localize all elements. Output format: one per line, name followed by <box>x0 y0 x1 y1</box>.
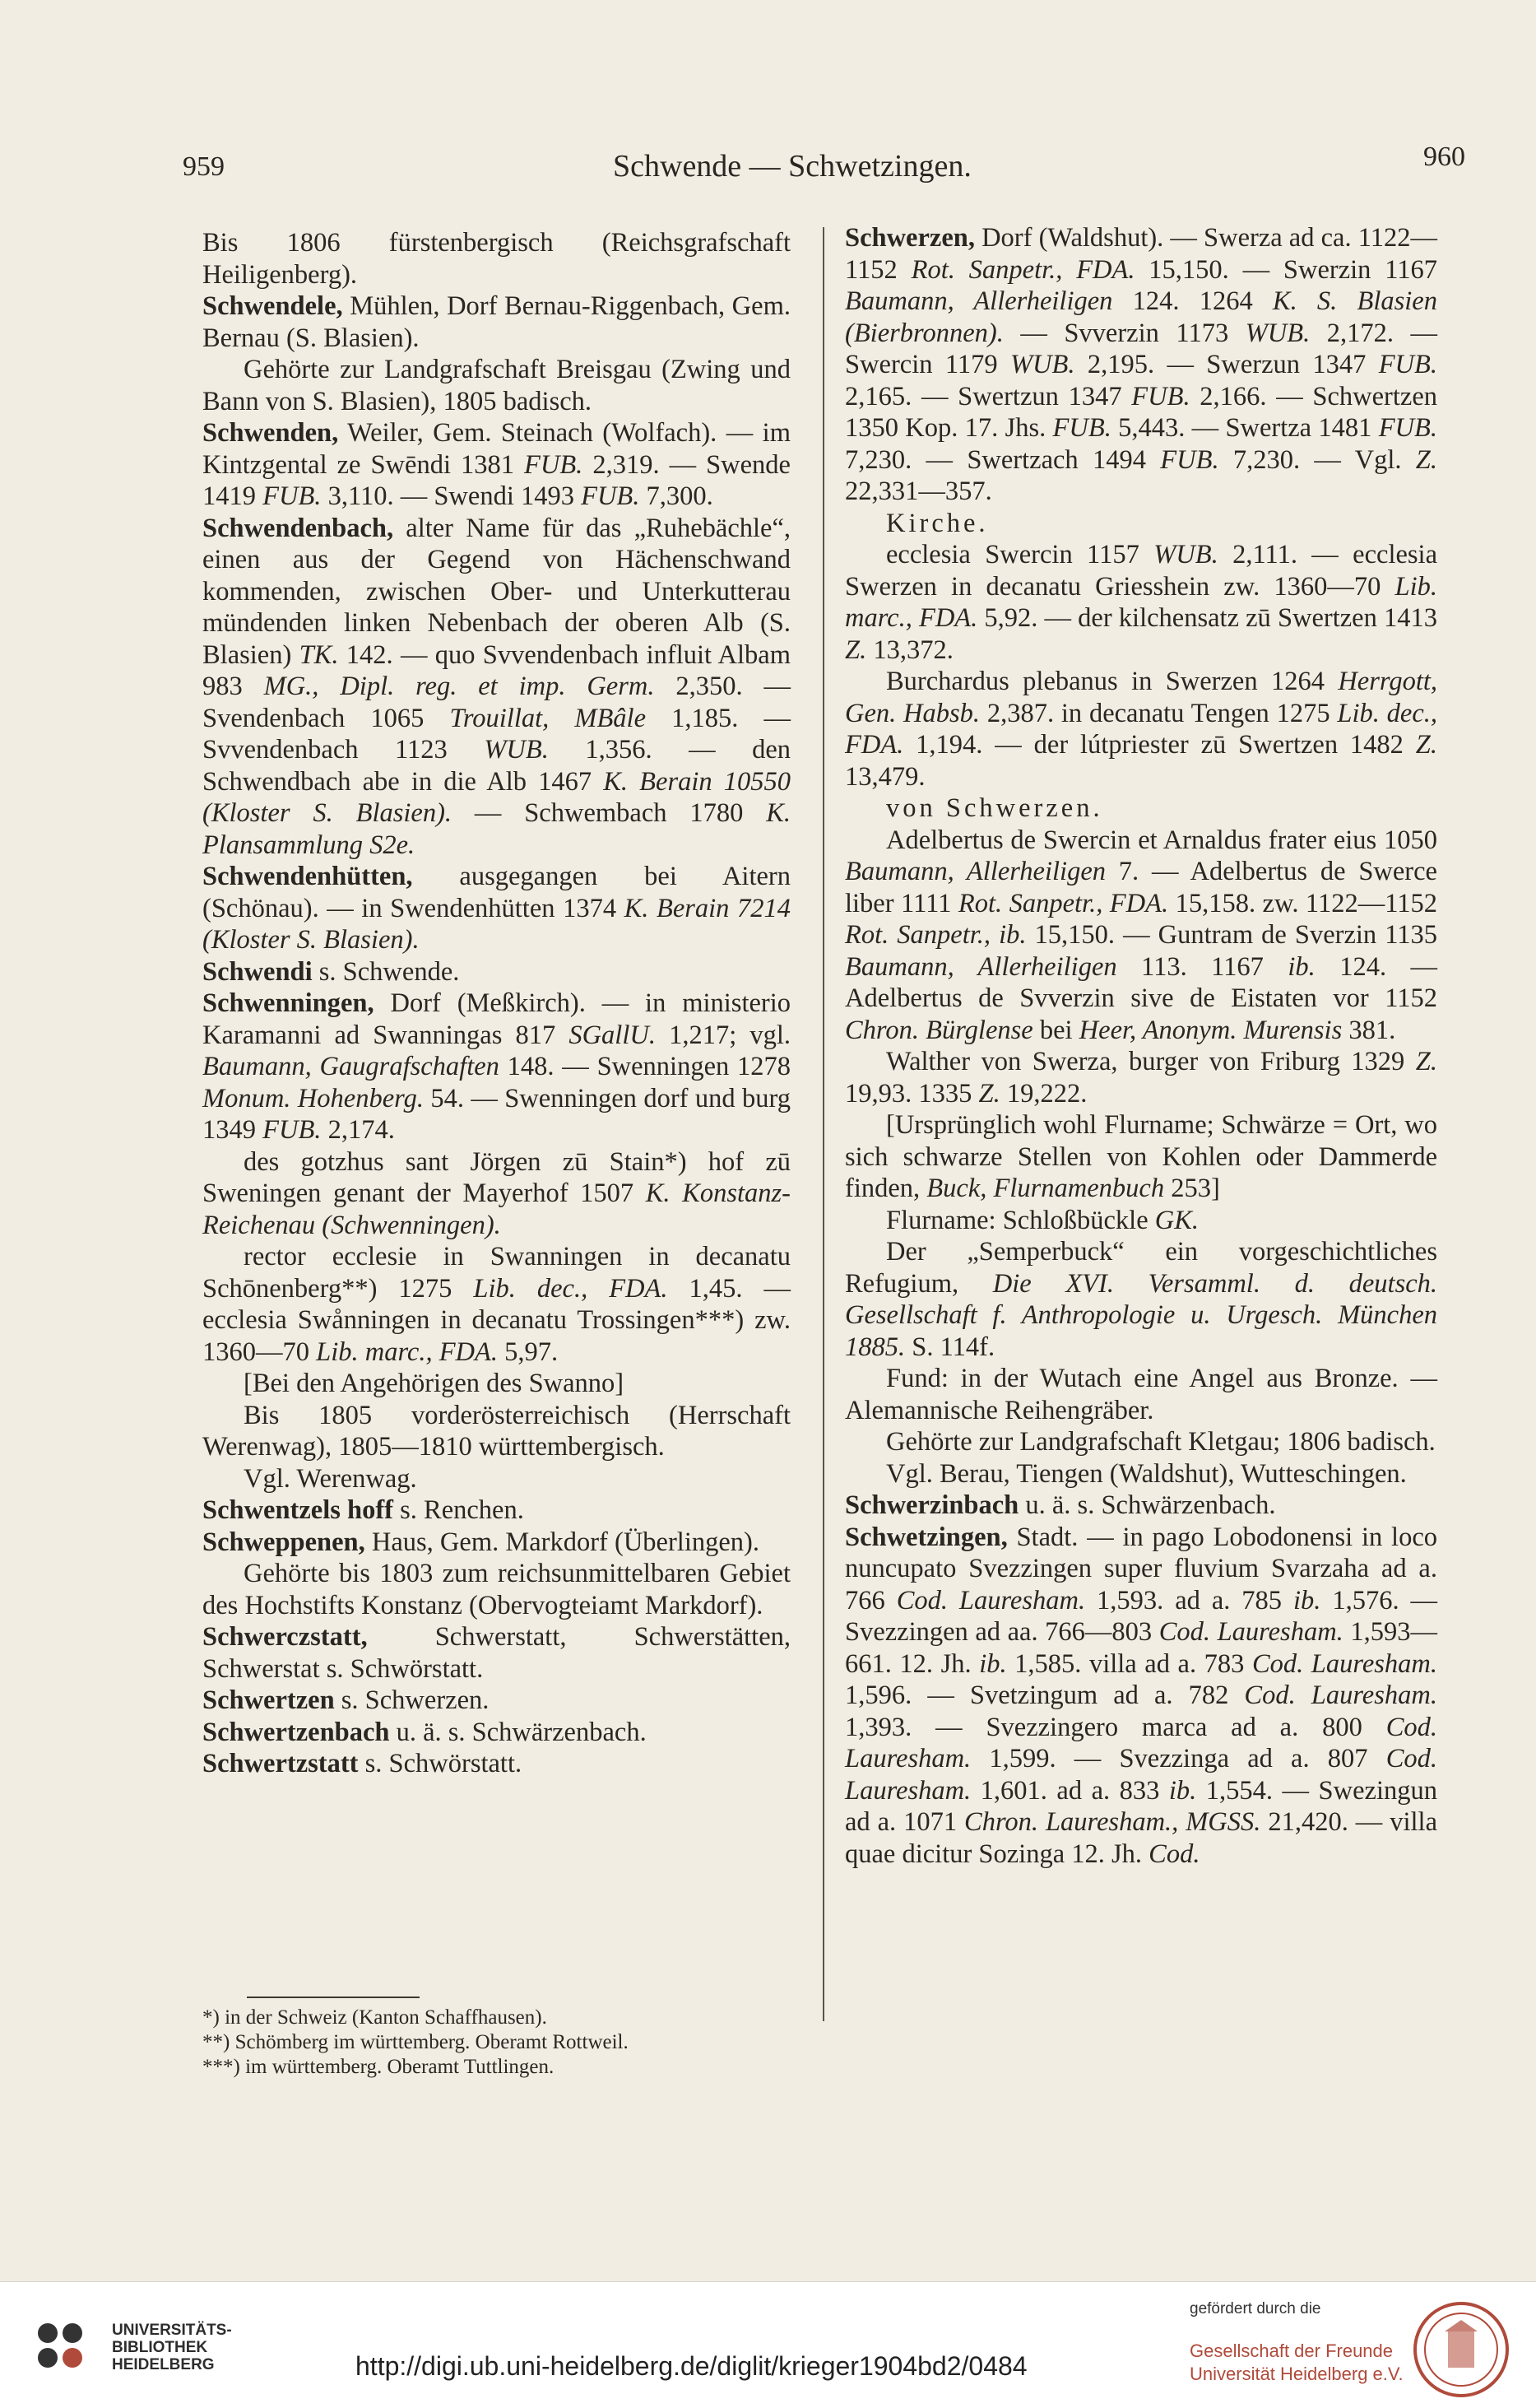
text-run: 2,350. — Svendenbach 1065 <box>202 672 791 733</box>
text-run: — Svverzin 1173 <box>1003 318 1246 348</box>
text-run: s. Schwerzen. <box>334 1685 490 1715</box>
text-run: FUB. <box>524 449 583 480</box>
left-column <box>202 227 791 1780</box>
paragraph <box>202 988 791 1146</box>
paragraph <box>202 1495 791 1527</box>
paragraph <box>202 417 791 513</box>
page-number-left: 959 <box>183 151 225 182</box>
paragraph <box>845 1205 1437 1237</box>
text-run: Vgl. Werenwag. <box>244 1463 417 1494</box>
text-run: 5,97. <box>498 1336 559 1367</box>
text-run: Stadt. — in pago Lobodonensi in loco nuncupato Svezzingen super fluvium Svarzaha ad a. 766 <box>845 1522 1437 1615</box>
entry-headword: Schweppenen, <box>202 1527 365 1557</box>
entry-headword: Schwendele, <box>202 291 343 321</box>
text-run: 1,599. — Svezzinga ad a. 807 <box>971 1744 1386 1773</box>
text-run: 148. — Swenningen 1278 <box>499 1052 791 1081</box>
text-run: 7,300. <box>639 481 713 511</box>
paragraph <box>202 956 791 988</box>
running-title: Schwende — Schwetzingen. <box>613 149 972 184</box>
text-run: u. ä. s. Schwärzenbach. <box>1019 1490 1276 1520</box>
text-run: Cod. Lauresham. <box>1158 1617 1343 1647</box>
text-run: 1,356. — den Schwendbach abe in die Alb 1467 <box>202 735 791 797</box>
text-run: Z. <box>1415 444 1437 475</box>
text-run: 7,230. — Vgl. <box>1218 444 1416 475</box>
text-run: s. Schwende. <box>312 956 460 987</box>
text-run: Vgl. Berau, Tiengen (Waldshut), Wutteschingen. <box>886 1458 1407 1489</box>
paragraph <box>845 1109 1437 1205</box>
text-run: 1,593. ad a. 785 <box>1085 1585 1293 1615</box>
footnote: **) Schömberg im württemberg. Oberamt Rottweil. <box>202 2031 629 2053</box>
paragraph <box>202 291 791 354</box>
text-run: Burchardus plebanus in Swerzen 1264 <box>886 667 1339 696</box>
text-run: WUB. <box>484 735 549 765</box>
paragraph <box>202 1558 791 1621</box>
text-run: Flurname: Schloßbückle <box>886 1205 1155 1235</box>
text-run: Lib. marc., FDA. <box>845 571 1437 633</box>
text-run: 1,601. ad a. 833 <box>971 1775 1169 1806</box>
text-run: K. Plansammlung S2e. <box>202 798 791 860</box>
text-run: 1,554. — Swezingun ad a. 1071 <box>845 1775 1437 1837</box>
text-run: Z. <box>1415 730 1437 760</box>
right-column <box>845 222 1437 1870</box>
paragraph <box>845 666 1437 793</box>
sponsor-label: gefördert durch die <box>1190 2300 1321 2317</box>
text-run: Cod. Lauresham. <box>1251 1648 1437 1679</box>
paragraph <box>202 1146 791 1242</box>
text-run: S. 114f. <box>905 1332 995 1362</box>
entry-headword: Schwentzels hoff <box>202 1495 393 1525</box>
paragraph <box>202 513 791 862</box>
footnote-rule <box>247 1997 420 1998</box>
text-run: Die XVI. Versamml. d. deutsch. Gesellschaft f. Anthropologie u. Urgesch. München 1885. <box>845 1268 1438 1362</box>
text-run: 113. 1167 <box>1116 951 1288 982</box>
text-run: FUB. <box>1131 381 1190 411</box>
text-run: 7,230. — Swertzach 1494 <box>845 444 1161 475</box>
entry-headword: Schwetzingen, <box>845 1522 1008 1552</box>
text-run: 7. — Adelbertus de Swerce liber 1111 <box>845 857 1437 918</box>
text-run: K. Konstanz-Reichenau (Schwenningen). <box>202 1178 791 1240</box>
text-run: 2,195. — Swerzun 1347 <box>1074 350 1379 379</box>
footnotes <box>202 2006 791 2080</box>
text-run: 5,92. — der kilchensatz zū Swertzen 1413 <box>977 603 1437 633</box>
footnote: *) in der Schweiz (Kanton Schaffhausen). <box>202 2006 547 2029</box>
paragraph <box>845 1046 1437 1109</box>
text-run: Lib. dec., FDA. <box>473 1273 668 1304</box>
text-run: 54. — Swenningen dorf und burg 1349 <box>202 1083 791 1145</box>
text-run: Schwerstatt, Schwerstätten, Schwerstat s. Schwörstatt. <box>202 1622 791 1684</box>
paragraph <box>845 825 1437 1047</box>
text-run: 2,111. — ecclesia Swerzen in decanatu Griesshein zw. 1360—70 <box>845 540 1438 602</box>
text-run: Weiler, Gem. Steinach (Wolfach). — im Kintzgental ze Swēndi 1381 <box>202 418 791 480</box>
text-run: 2,319. — Swende 1419 <box>202 449 791 511</box>
text-run: Adelbertus de Swercin et Arnaldus frater eius 1050 <box>886 825 1437 855</box>
text-run: 2,172. — Swercin 1179 <box>845 318 1437 379</box>
paragraph <box>202 861 791 956</box>
text-run: Monum. Hohenberg. <box>202 1083 424 1113</box>
text-run: Lib. marc., FDA. <box>316 1336 498 1367</box>
text-run: Chron. Bürglense <box>845 1015 1033 1045</box>
paragraph <box>202 1368 791 1400</box>
permalink[interactable]: http://digi.ub.uni-heidelberg.de/diglit/krieger1904bd2/0484 <box>355 2351 1028 2381</box>
text-run: 2,165. — Swertzun 1347 <box>845 381 1132 411</box>
text-run: Gehörte zur Landgrafschaft Breisgau (Zwing und Bann von S. Blasien), 1805 badisch. <box>202 355 791 416</box>
paragraph <box>202 1685 791 1717</box>
text-run: 1,194. — der lútpriester zū Swertzen 1482 <box>903 730 1416 760</box>
entry-headword: Schwenningen, <box>202 988 374 1018</box>
text-run: Dorf (Waldshut). — Swerza ad ca. 1122—1152 <box>845 223 1438 285</box>
text-run: 1,576. — Svezzingen ad aa. 766—803 <box>845 1585 1437 1647</box>
paragraph <box>202 1527 791 1559</box>
text-run: 13,372. <box>866 635 954 665</box>
footnote: ***) im württemberg. Oberamt Tuttlingen. <box>202 2056 555 2078</box>
paragraph <box>202 1400 791 1463</box>
text-run: TK. <box>299 639 339 670</box>
text-run: des gotzhus sant Jörgen zū Stain*) hof zū Sweningen genant der Mayerhof 1507 <box>202 1146 791 1208</box>
text-run: WUB. <box>1153 540 1218 569</box>
text-run: s. Schwörstatt. <box>358 1749 522 1778</box>
text-run: FUB. <box>1160 444 1219 475</box>
text-run: Baumann, Allerheiligen <box>845 286 1113 316</box>
entry-headword: Schwenden, <box>202 418 339 448</box>
text-run: GK. <box>1154 1205 1200 1235</box>
text-run: 15,158. zw. 1122—1152 <box>1168 888 1437 918</box>
text-run: Rot. Sanpetr., FDA. <box>911 254 1135 285</box>
entry-headword: Schwerzen, <box>845 223 975 253</box>
page-number-right: 960 <box>1423 142 1465 172</box>
text-run: Chron. Lauresham., MGSS. <box>964 1807 1261 1837</box>
text-run: Lib. dec., FDA. <box>845 698 1438 760</box>
text-run: Heer, Anonym. Murensis <box>1079 1015 1343 1045</box>
entry-headword: Schwendi <box>202 956 313 987</box>
text-run: [Bei den Angehörigen des Swanno] <box>244 1369 624 1398</box>
text-run: FUB. <box>581 481 640 511</box>
text-run: Cod. Lauresham. <box>845 1744 1437 1806</box>
text-run: ecclesia Swercin 1157 <box>886 540 1154 569</box>
text-run: — Schwembach 1780 <box>452 798 767 828</box>
library-name: UNIVERSITÄTS- BIBLIOTHEK HEIDELBERG <box>112 2322 232 2373</box>
entry-headword: Schwertzstatt <box>202 1749 359 1778</box>
text-run: u. ä. s. Schwärzenbach. <box>389 1717 647 1747</box>
text-run: Walther von Swerza, burger von Friburg 1329 <box>886 1047 1416 1076</box>
text-run: 124. — Adelbertus de Svverzin sive de Eistaten vor 1152 <box>845 951 1438 1013</box>
text-run: 2,387. in decanatu Tengen 1275 <box>980 698 1338 728</box>
paragraph <box>845 1363 1437 1426</box>
text-run: K. Berain 10550 (Kloster S. Blasien). <box>202 766 791 828</box>
paragraph <box>202 1621 791 1685</box>
text-run: FUB. <box>1378 350 1438 379</box>
text-run: SGallU. <box>568 1020 656 1050</box>
text-run: FUB. <box>1378 413 1437 443</box>
paragraph <box>202 1748 791 1780</box>
text-run: Cod. Lauresham. <box>896 1585 1086 1615</box>
entry-headword: Schwertzenbach <box>202 1717 390 1747</box>
text-run: Gehörte zur Landgrafschaft Kletgau; 1806 badisch. <box>886 1427 1436 1457</box>
entry-headword: Schwendenbach, <box>202 513 394 543</box>
text-run: ib. <box>1292 1585 1321 1615</box>
paragraph <box>202 1241 791 1368</box>
paragraph <box>845 1458 1437 1490</box>
text-run: Baumann, Gaugrafschaften <box>202 1052 499 1081</box>
text-run: K. Berain 7214 (Kloster S. Blasien). <box>202 893 791 955</box>
text-run: 2,166. — Schwertzen 1350 Kop. 17. Jhs. <box>845 381 1437 443</box>
paragraph <box>202 227 791 291</box>
text-run: 21,420. — villa quae dicitur Sozinga 12. Jh. <box>845 1807 1437 1869</box>
paragraph <box>202 1463 791 1495</box>
entry-headword: Schwerzinbach <box>845 1490 1019 1520</box>
text-run: 15,150. — Guntram de Sverzin 1135 <box>1026 920 1437 950</box>
text-run: Dorf (Meßkirch). — in ministerio Karamanni ad Swanningas 817 <box>202 988 791 1050</box>
text-run: s. Renchen. <box>393 1495 524 1525</box>
text-run: 15,150. — Swerzin 1167 <box>1135 254 1437 285</box>
text-run: ausgegangen bei Aitern (Schönau). — in Swendenhütten 1374 <box>202 862 791 923</box>
paragraph <box>845 508 1437 540</box>
text-run: von Schwerzen. <box>886 793 1103 823</box>
paragraph <box>845 1522 1437 1871</box>
text-run: WUB. <box>1009 350 1075 379</box>
text-run: Bis 1805 vorderösterreichisch (Herrschaft Werenwag), 1805—1810 württembergisch. <box>202 1400 791 1462</box>
text-run: Baumann, Allerheiligen <box>845 951 1117 982</box>
text-run: Buck, Flurnamenbuch <box>926 1174 1165 1203</box>
text-run: Kirche. <box>886 508 989 538</box>
text-run: Haus, Gem. Markdorf (Überlingen). <box>364 1527 759 1557</box>
paragraph <box>845 1426 1437 1458</box>
entry-headword: Schwerczstatt, <box>202 1622 368 1652</box>
text-run: Z. <box>845 635 867 665</box>
text-run: 22,331—357. <box>845 476 992 506</box>
text-run: 19,222. <box>1000 1078 1088 1109</box>
text-run: [Ursprünglich wohl Flurname; Schwärze = Ort, wo sich schwarze Stellen von Kohlen oder Dammerde finden, <box>845 1110 1437 1203</box>
paragraph <box>845 1236 1437 1363</box>
text-run: WUB. <box>1245 318 1311 348</box>
text-run: FUB. <box>262 1115 322 1145</box>
column-divider <box>823 227 824 2021</box>
text-run: 1,596. — Svetzingum ad a. 782 <box>845 1680 1245 1710</box>
text-run: 142. — quo Svvendenbach influit Albam 983 <box>202 639 791 701</box>
text-run: alter Name für das „Ruhebächle“, einen aus der Gegend von Hächenschwand kommenden, zwischen Ober- und Unterkutterau mündenden linken Nebenbach der oberen Alb (S. Blasien) <box>202 513 791 670</box>
text-run: Bis 1806 fürstenbergisch (Reichsgrafschaft Heiligenberg). <box>202 228 791 290</box>
text-run: 1,585. villa ad a. 783 <box>1006 1648 1252 1679</box>
paragraph <box>202 1717 791 1749</box>
text-run: 1,45. — ecclesia Swånningen in decanatu Trossingen***) zw. 1360—70 <box>202 1273 791 1367</box>
text-run: K. S. Blasien (Bierbronnen). <box>845 286 1437 348</box>
text-run: Mühlen, Dorf Bernau-Riggenbach, Gem. Bernau (S. Blasien). <box>202 291 791 353</box>
text-run: ib. <box>979 1648 1007 1679</box>
text-run: ib. <box>1288 951 1316 982</box>
text-run: Gehörte bis 1803 zum reichsunmittelbaren Gebiet des Hochstifts Konstanz (Obervogteiamt Markdorf). <box>202 1559 791 1620</box>
library-logo-icon <box>30 2315 100 2386</box>
text-run: Trouillat, MBâle <box>449 703 646 733</box>
paragraph <box>202 354 791 417</box>
text-run: Cod. Lauresham. <box>1244 1680 1437 1710</box>
text-run: Rot. Sanpetr., ib. <box>845 920 1027 950</box>
university-seal-icon <box>1412 2300 1510 2399</box>
text-run: 1,593—661. 12. Jh. <box>845 1617 1437 1679</box>
text-run: FUB. <box>262 481 322 511</box>
text-run: Rot. Sanpetr., FDA. <box>958 888 1169 918</box>
text-run: ib. <box>1168 1775 1197 1806</box>
text-run: 19,93. 1335 <box>845 1078 979 1109</box>
text-run: Der „Semperbuck“ ein vorgeschichtliches Refugium, <box>845 1237 1437 1299</box>
sponsor-name: Gesellschaft der Freunde Universität Heidelberg e.V. <box>1190 2341 1404 2384</box>
paragraph <box>845 793 1437 825</box>
text-run: FUB. <box>1052 413 1111 443</box>
paragraph <box>845 222 1437 508</box>
text-run: Z. <box>1415 1047 1437 1076</box>
text-run: 13,479. <box>845 761 926 792</box>
text-run: rector ecclesie in Swanningen in decanatu Schōnenberg**) 1275 <box>202 1242 791 1304</box>
text-run: 124. 1264 <box>1112 286 1273 316</box>
text-run: 2,174. <box>321 1115 395 1145</box>
text-run: 1,393. — Svezzingero marca ad a. 800 <box>845 1712 1386 1742</box>
text-run: Cod. <box>1149 1839 1200 1869</box>
text-run: Z. <box>978 1078 1000 1109</box>
paragraph <box>845 1490 1437 1522</box>
text-run: bei <box>1033 1015 1079 1045</box>
text-run: MG., Dipl. reg. et imp. Germ. <box>263 672 655 701</box>
text-run: Baumann, Allerheiligen <box>845 857 1106 886</box>
text-run: Fund: in der Wutach eine Angel aus Bronze. — Alemannische Reihengräber. <box>845 1364 1437 1425</box>
paragraph <box>845 539 1437 666</box>
text-run: 1,185. — Svvendenbach 1123 <box>202 703 791 765</box>
text-run: 381. <box>1342 1015 1396 1045</box>
text-run: 3,110. — Swendi 1493 <box>321 481 582 511</box>
text-run: Cod. Lauresham. <box>845 1712 1437 1773</box>
footer-bar <box>0 2281 1536 2408</box>
text-run: 253] <box>1164 1174 1220 1203</box>
text-run: 1,217; vgl. <box>655 1020 791 1050</box>
entry-headword: Schwertzen <box>202 1685 335 1715</box>
text-run: 5,443. — Swertza 1481 <box>1111 413 1379 443</box>
text-run: Herrgott, Gen. Habsb. <box>845 667 1437 728</box>
entry-headword: Schwendenhütten, <box>202 862 413 891</box>
